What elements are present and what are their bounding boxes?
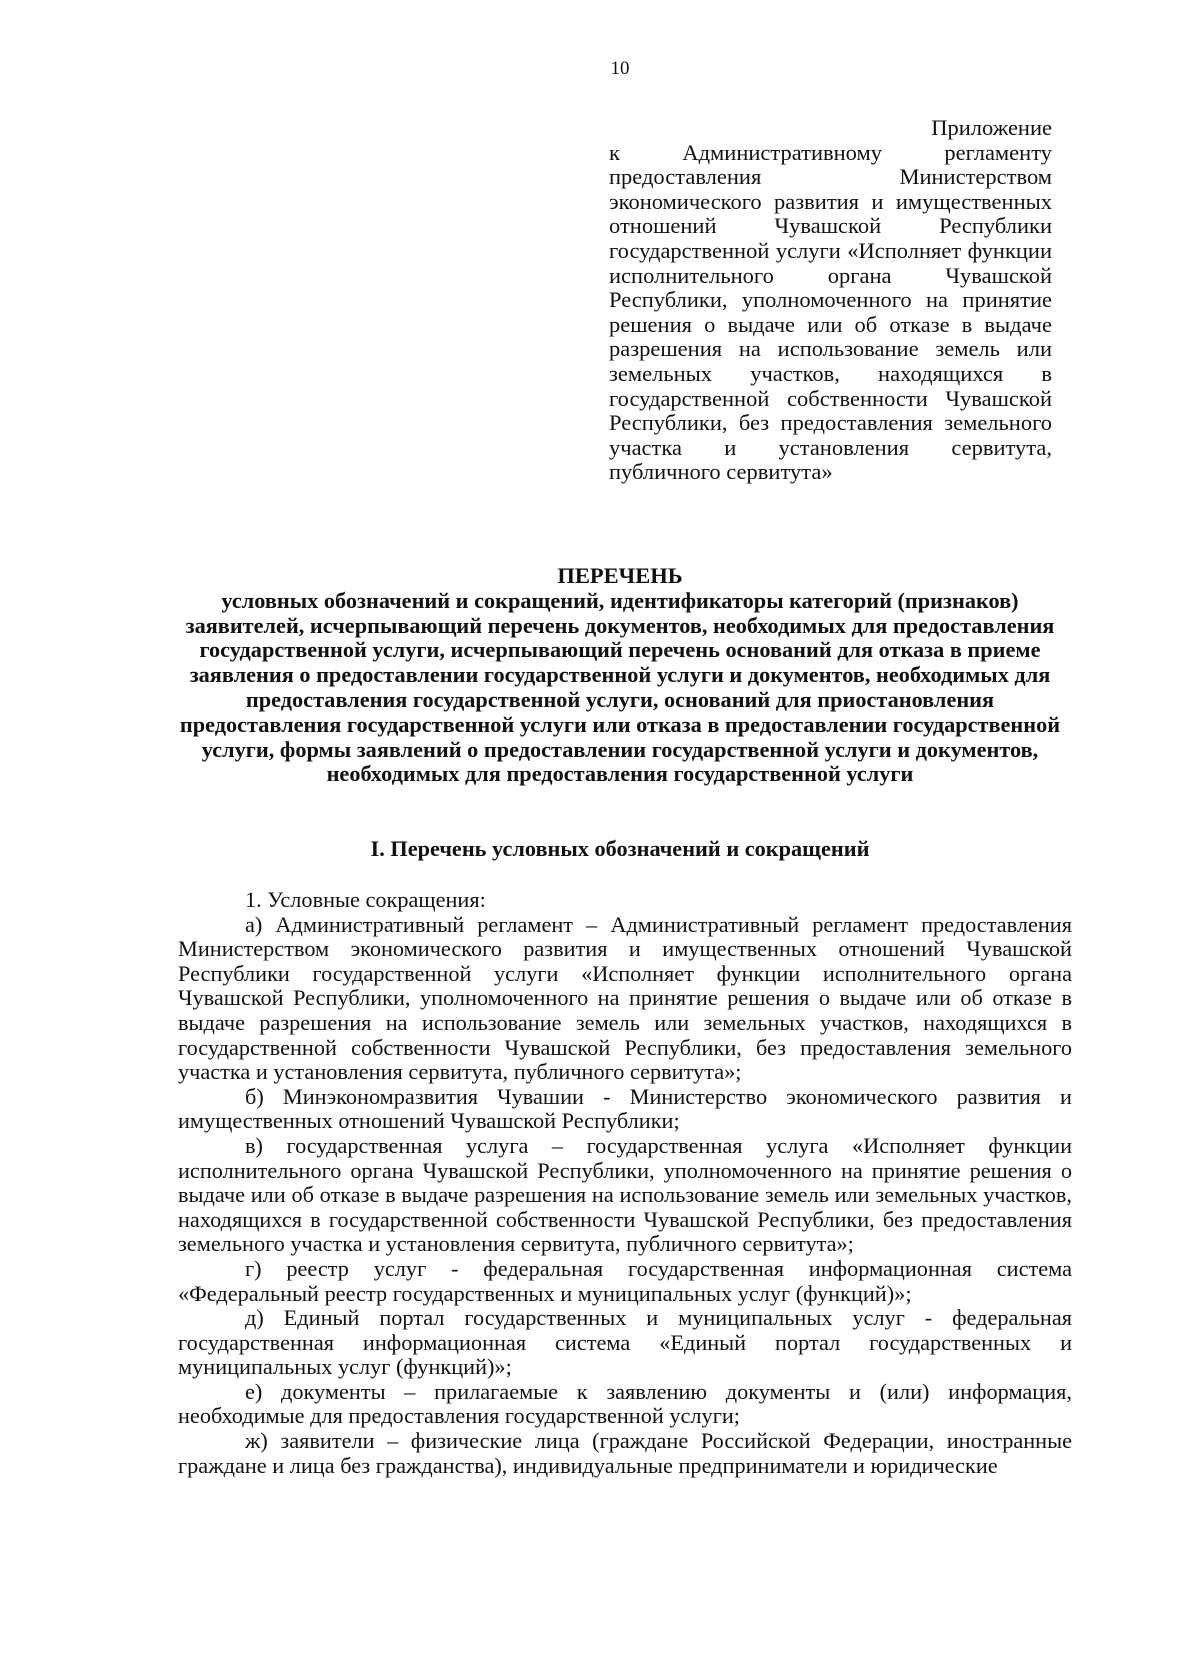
paragraph-item-e: е) документы – прилагаемые к заявлению документы и (или) информация, необходимые для предоставления государственной услуги; — [178, 1378, 1072, 1429]
paragraph-conventions-intro: 1. Условные сокращения: — [245, 887, 486, 912]
page-number: 10 — [610, 58, 630, 79]
paragraph-item-zh: ж) заявители – физические лица (граждане Российской Федерации, иностранные граждане и лица без гражданства), индивидуальные предприниматели и юридические — [178, 1428, 1072, 1478]
paragraph-item-d: д) Единый портал государственных и муниципальных услуг - федеральная государственная информационная система «Единый портал государственных и муниципальных услуг (функций)»; — [178, 1305, 1072, 1380]
paragraph-item-b: б) Минэкономразвития Чувашии - Министерство экономического развития и имущественных отношений Чувашской Республики; — [178, 1083, 1072, 1134]
paragraph-item-a: а) Административный регламент – Административный регламент предоставления Министерством экономического развития и имущественных отношений Чувашской Республики государственной услуги «Исполняет функции исполнительного органа Чувашской Республики, уполномоченного на принятие решения о выдаче или об отказе в выдаче разрешения на использование земель или земельных участков, находящихся в государственной собственности Чувашской Республики, без предоставления земельного участка и установления сервитута, публичного сервитута»; — [178, 911, 1072, 1085]
appendix-title: Приложение — [931, 115, 1052, 140]
document-title: ПЕРЕЧЕНЬ — [557, 563, 683, 588]
appendix-text: к Административному регламенту предоставления Министерством экономического развития и имущественных отношений Чувашской Республики государственной услуги «Исполняет функции исполнительного органа Чувашской Республики, уполномоченного на принятие решения о выдаче или об отказе в выдаче разрешения на использование земель или земельных участков, находящихся в государственной собственности Чувашской Республики, без предоставления земельного участка и установления сервитута, публичного сервитута» — [609, 139, 1052, 485]
section-heading: I. Перечень условных обозначений и сокращений — [370, 836, 870, 861]
paragraph-item-g: г) реестр услуг - федеральная государственная информационная система «Федеральный реестр государственных и муниципальных услуг (функций)»; — [178, 1255, 1072, 1306]
document-subtitle: условных обозначений и сокращений, идентификаторы категорий (признаков) заявителей, исчерпывающий перечень документов, необходимых для предоставления государственной услуги, исчерпывающий перечень оснований для отказа в приеме заявления о предоставлении государственной услуги и документов, необходимых для предоставления государственной услуги, оснований для приостановления предоставления государственной услуги или отказа в предоставлении государственной услуги, формы заявлений о предоставлении государственной услуги и документов, необходимых для предоставления государственной услуги — [179, 587, 1061, 787]
appendix-block — [609, 116, 1052, 485]
body-text — [178, 888, 1072, 1478]
paragraph-item-v: в) государственная услуга – государственная услуга «Исполняет функции исполнительного органа Чувашской Республики, уполномоченного на принятие решения о выдаче или об отказе в выдаче разрешения на использование земель или земельных участков, находящихся в государственной собственности Чувашской Республики, без предоставления земельного участка и установления сервитута, публичного сервитута»; — [178, 1132, 1072, 1257]
document-title-block — [170, 564, 1070, 787]
